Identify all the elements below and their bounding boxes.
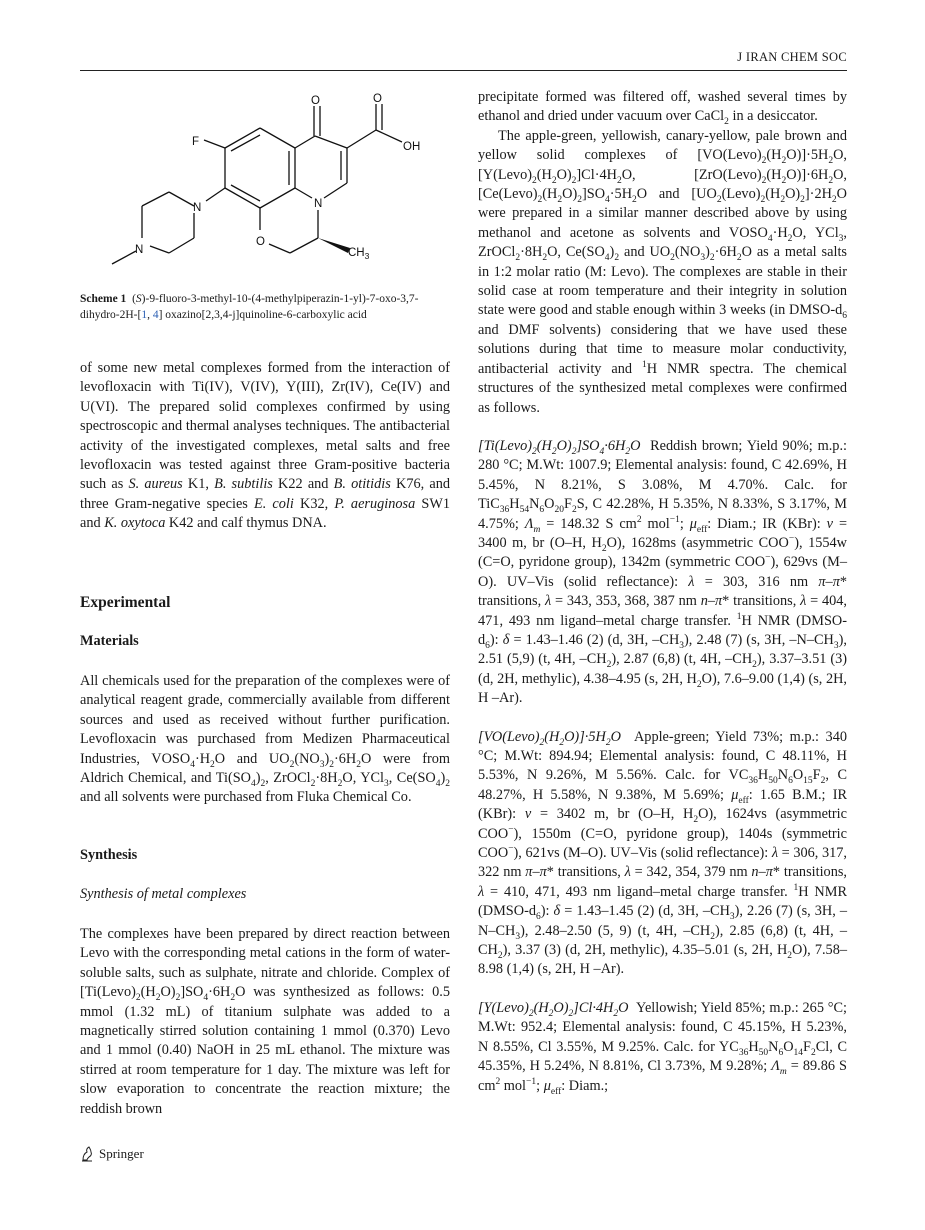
precipitate-paragraph: precipitate formed was filtered off, washed several times by ethanol and dried under vacuum over CaCl$_2$ in a desiccator.: [478, 89, 847, 128]
scheme-caption: Scheme 1 (S)-9-fluoro-3-methyl-10-(4-methylpiperazin-1-yl)-7-oxo-3,7-dihydro-2H-[1, 4] oxazino[2,3,4-j]quinoline-6-carboxylic acid: [80, 293, 419, 321]
publisher-footer: [80, 1146, 144, 1162]
atom-nitrogen-quinoline: N: [314, 198, 323, 210]
y-complex-title: $[Y(Levo)_2(H_2O)_2]Cl\cdot 4H_2O$: [478, 999, 629, 1019]
atom-fluorine: F: [192, 136, 200, 148]
atom-hydroxyl: OH: [403, 141, 421, 153]
right-column: [478, 88, 847, 1096]
synthesis-paragraph: The complexes have been prepared by direct reaction between Levo with the corresponding metal cations in the form of water-soluble salts, such as sulphate, nitrate and chloride. Complex of $[Ti(Levo)_2(H_2O)_2]SO_4\cdot 6H_2O$ was synthesized as follows: 0.5 mmol (1.32 mL) of titanium sulphate was added to a magnetically stirred solution containing 1 mmol (0.370) Levo and 1 mmol (0.40) NaOH in 25 mL ethanol. The mixture was stirred at room temperature for 1 day. The mixture was left for slow evaporation to concentrate the reaction mixture; the reddish brown: [80, 926, 450, 1117]
header-rule: [80, 70, 847, 71]
vo-complex-title: $[VO(Levo)_2(H_2O)]\cdot 5H_2O$: [478, 728, 621, 748]
intro-paragraph: of some new metal complexes formed from the interaction of levofloxacin with Ti(IV), V(IV), Y(III), Zr(IV), Ce(IV) and U(VI). The prepared solid complexes confirmed by using spectroscopic and thermal analyses techniques. The antibacterial activity of the investigated complexes, metal salts and free levofloxacin was tested against three Gram-positive bacteria such as S. aureus K1, B. subtilis K22 and B. otitidis K76, and three Gram-negative species E. coli K32, P. aeruginosa SW1 and K. oxytoca K42 and calf thymus DNA.: [80, 360, 450, 532]
publisher-name: Springer: [99, 1146, 144, 1161]
materials-block: [80, 672, 450, 808]
complexes-paragraph: The apple-green, yellowish, canary-yellow, pale brown and yellow solid complexes of $[VO(Levo)_2(H_2O)]\cdot 5H_2O$, $[Y(Levo)_2(H_2O)_2]Cl\cdot 4H_2O$, $[ZrO(Levo)_2(H_2O)]\cdot 6H_2O$, $[Ce(Levo)_2(H_2O)_2]SO_4\cdot 5H_2O$ and $[UO_2(Levo)_2(H_2O)_2]\cdot 2H_2O$ were prepared in a similar manner described above by using methanol and acetone as solvents and $VOSO_4\cdot H_2O$, YCl$_3$, $ZrOCl_2\cdot 8H_2O$, $Ce(SO_4)_2$ and $UO_2(NO_3)_2\cdot 6H_2O$ as a metal salts in 1:2 molar ratio (M: Levo). The complexes are stable in their solid case at room temperature and their integrity in solution state were good and stable enough within 3 weeks (in DMSO-$d_6$ and DMF solvents) considering that we have used these solutions during that time to measure molar conductivity, antibacterial activity and $^1$H NMR spectra. The chemical structures of the synthesized metal complexes were confirmed as follows.: [478, 127, 847, 416]
atom-oxygen-acid: O: [373, 93, 382, 105]
left-column: [80, 359, 450, 534]
atom-oxygen-ring: O: [256, 236, 265, 248]
synthesis-block: [80, 925, 450, 1119]
heading-experimental: Experimental: [80, 594, 171, 611]
y-complex-entry: $[Y(Levo)_2(H_2O)_2]Cl\cdot 4H_2O$ Yellowish; Yield 85%; m.p.: 265 °C; M.Wt: 952.4; Elemental analysis: found, C 45.15%, H 5.23%, N 8.55%, Cl 3.55%, M 9.25%. Calc. for $YC_{36}H_{50}N_6O_{14}F_2Cl$, C 45.35%, H 5.24%, N 8.81%, Cl 3.73%, M 9.28%; $\Lambda_m = 89.86$ S $cm^2$ mol$^{-1}$; $\mu_{eff}$: Diam.;: [478, 999, 847, 1097]
springer-horse-icon: [80, 1146, 94, 1162]
heading-synthesis-metal: Synthesis of metal complexes: [80, 886, 247, 902]
vo-complex-entry: $[VO(Levo)_2(H_2O)]\cdot 5H_2O$ Apple-green; Yield 73%; m.p.: 340 °C; M.Wt: 894.94; Elemental analysis: found, C 48.11%, H 5.53%, N 9.26%, M 5.56%. Calc. for $VC_{36}H_{50}N_6O_{15}F_2$, C 48.27%, H 5.58%, N 9.38%, M 5.69%; $\mu_{eff}$: 1.65 B.M.; IR (KBr): ν = 3402 m, br (O–H, $H_2O$), 1624vs (asymmetric COO−), 1550m (C=O, pyridone group), 1404s (symmetric COO−), 621vs (M–O). UV–Vis (solid reflectance): λ = 306, 317, 322 nm π–π* transitions, λ = 342, 354, 379 nm n–π* transitions, λ = 410, 471, 493 nm ligand–metal charge transfer. $^1$H NMR $(DMSO-d_6)$: δ = 1.43–1.45 (2) (d, 3H, $-CH_3$), 2.26 (7) (s, 3H, $-N-CH_3$), 2.48–2.50 (5, 9) (t, 4H, $-CH_2$), 2.85 (6,8) (t, 4H, $-CH_2$), 3.37 (3) (d, 2H, methylic), 4.35–5.01 (s, 2H, $H_2O$), 7.58–8.98 (1,4) (s, 2H, H –Ar).: [478, 728, 848, 978]
running-head: J IRAN CHEM SOC: [737, 50, 847, 64]
atom-nitrogen-piperazine: N: [193, 202, 202, 214]
ti-complex-entry: $[Ti(Levo)_2(H_2O)_2]SO_4\cdot 6H_2O$ Reddish brown; Yield 90%; m.p.: 280 °C; M.Wt: 1007.9; Elemental analysis: found, C 42.69%, H 5.45%, N 8.21%, S 3.08%, M 4.70%. Calc. for $TiC_{36}H_{54}N_6O_{20}F_2S$, C 42.28%, H 5.35%, N 8.33%, S 3.17%, M 4.75%; $\Lambda_m = 148.32$ S $cm^2$ mol$^{-1}$; $\mu_{eff}$: Diam.; IR (KBr): ν = 3400 m, br (O–H, $H_2O$), 1628ms (asymmetric COO−), 1554w (C=O, pyridone group), 1342m (symmetric COO−), 629vs (M–O). UV–Vis (solid reflectance): λ = 303, 316 nm π–π* transitions, λ = 343, 353, 368, 387 nm n–π* transitions, λ = 404, 471, 493 nm ligand–metal charge transfer. $^1$H NMR $(DMSO-d_6)$: δ = 1.43–1.46 (2) (d, 3H, $-CH_3$), 2.48 (7) (s, 3H, $-N-CH_3$), 2.51 (5,9) (t, 4H, $-CH_2$), 2.87 (6,8) (t, 4H, $-CH_2$), 3.37–3.51 (3) (d, 2H, methylic), 4.38–4.95 (s, 2H, $H_2O$), 7.6–9.00 (1,4) (s, 2H, H –Ar).: [478, 437, 848, 707]
levofloxacin-structure-svg: [80, 88, 450, 288]
atom-methyl: $CH_3$: [348, 247, 370, 261]
ti-complex-title: $[Ti(Levo)_2(H_2O)_2]SO_4\cdot 6H_2O$: [478, 437, 641, 457]
scheme-structure: [80, 88, 450, 288]
heading-synthesis: Synthesis: [80, 847, 138, 863]
materials-paragraph: All chemicals used for the preparation of the complexes were of analytical reagent grade, commercially available from different sources and used as received without further purification. Levofloxacin was purchased from Medizen Pharmaceutical Industries, $VOSO_4\cdot H_2O$ and $UO_2(NO_3)_2\cdot 6H_2O$ were from Aldrich Chemical, and $Ti(SO_4)_2$, $ZrOCl_2\cdot 8H_2O$, YCl$_3$, $Ce(SO_4)_2$ and all solvents were purchased from Fluka Chemical Co.: [80, 673, 451, 806]
heading-materials: Materials: [80, 633, 139, 649]
atom-oxygen-ketone: O: [311, 95, 320, 107]
scheme-label: Scheme 1: [80, 293, 127, 305]
atom-nitrogen-methyl: N: [135, 244, 144, 256]
